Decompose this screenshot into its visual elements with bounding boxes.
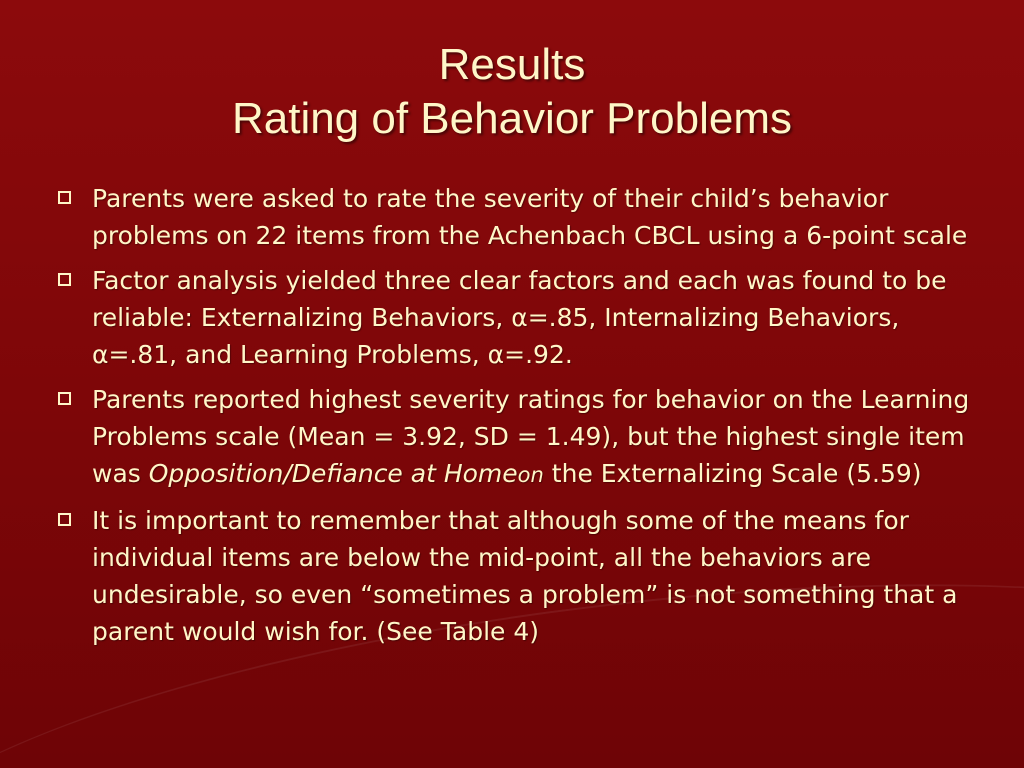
bullet-text: Parents were asked to rate the severity of their child’s behavior problems on 22 items from the Achenbach CBCL using a 6-point scale — [92, 184, 968, 250]
title-line-2: Rating of Behavior Problems — [231, 94, 793, 143]
italic-on-word: on — [517, 463, 544, 487]
highlighted-item-name: Opposition/Defiance at Home — [148, 459, 518, 488]
square-bullet-icon — [58, 273, 71, 286]
bullet-item — [52, 502, 992, 650]
slide-title — [0, 38, 1024, 146]
bullet-text-end: the Externalizing Scale (5.59) — [543, 459, 922, 488]
bullet-text: Factor analysis yielded three clear factors and each was found to be reliable: Externalizing Behaviors, α=.85, Internalizing Behaviors, α=.81, and Learning Problems, α=.92. — [92, 266, 947, 369]
square-bullet-icon — [58, 191, 71, 204]
title-line-1: Results — [438, 40, 586, 89]
bullet-list — [52, 180, 992, 658]
bullet-item — [52, 180, 992, 254]
square-bullet-icon — [58, 513, 71, 526]
bullet-text-start: Parents reported highest severity ratings for behavior on the Learning Problems scale (Mean = 3.92, SD = 1.49), but the highest single item was — [92, 385, 970, 488]
square-bullet-icon — [58, 392, 71, 405]
bullet-item — [52, 262, 992, 373]
bullet-item — [52, 381, 992, 494]
bullet-text: It is important to remember that although some of the means for individual items are below the mid-point, all the behaviors are undesirable, so even “sometimes a problem” is not something that a parent would wish for. (See Table 4) — [92, 506, 958, 646]
